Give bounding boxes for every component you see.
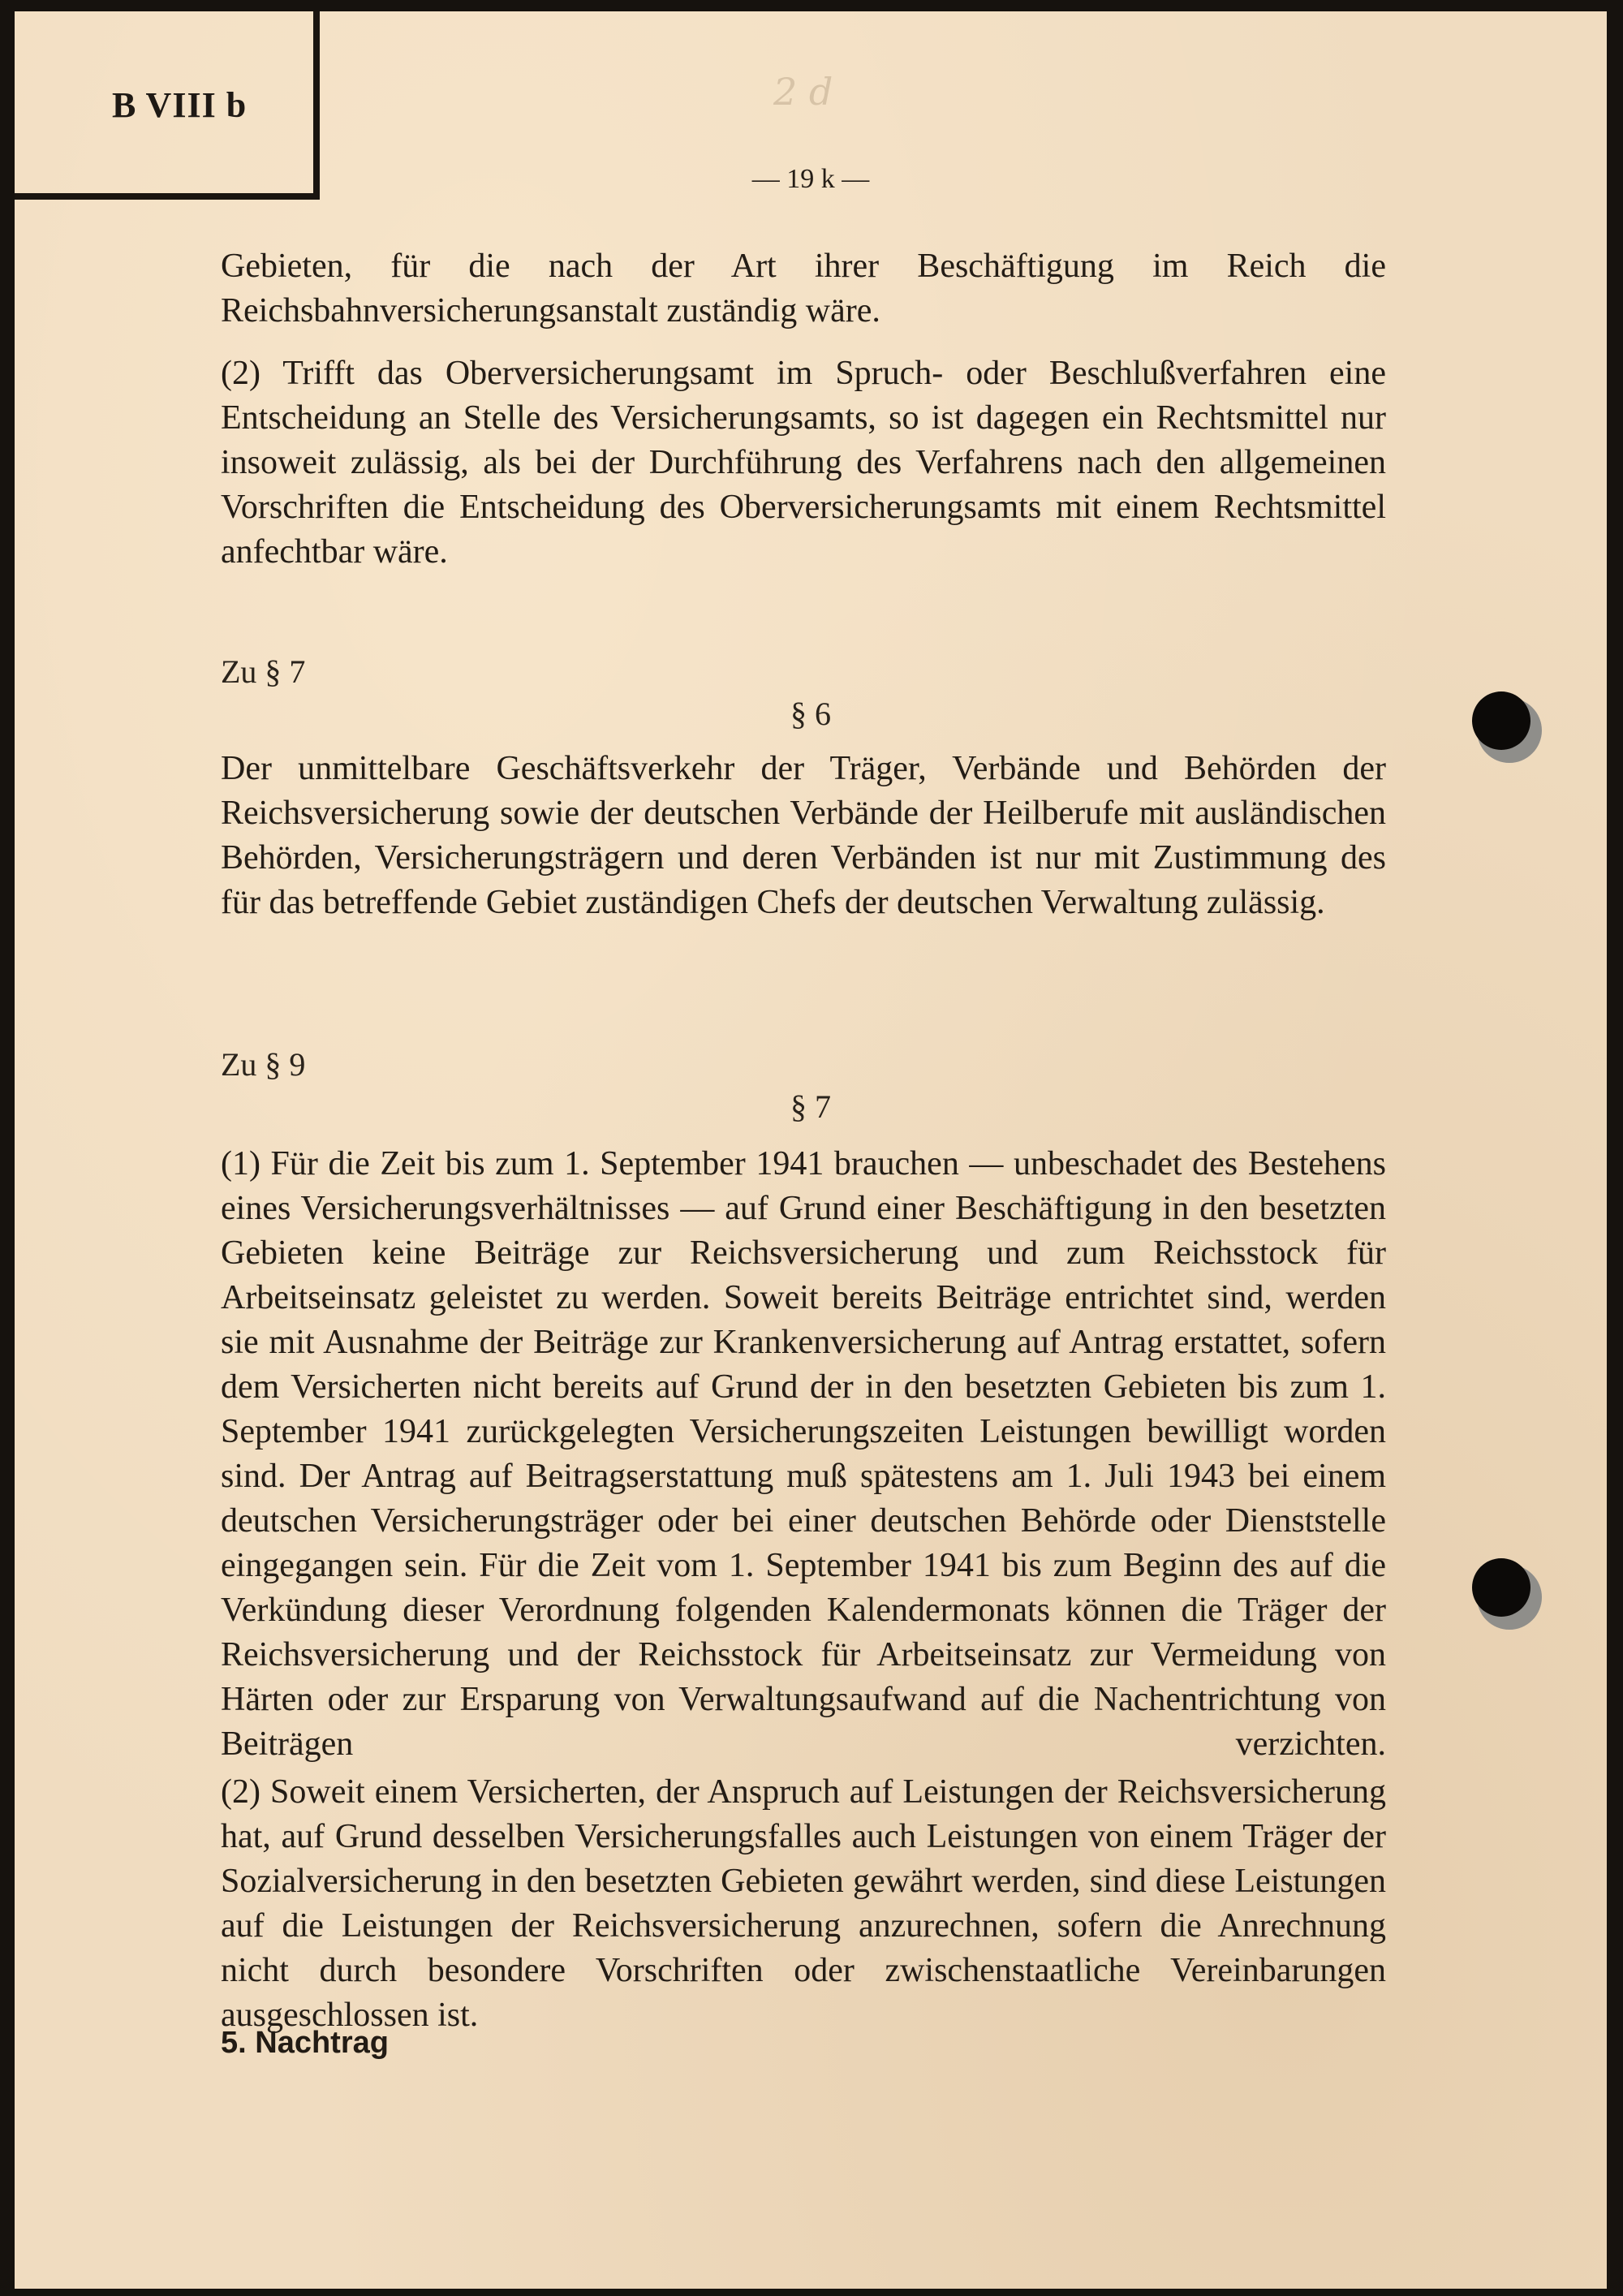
supplement-label: 5. Nachtrag (221, 2026, 389, 2060)
document-page (15, 11, 1607, 2289)
paragraph-2: (2) Trifft das Oberversicherungsamt im Spruch- oder Beschlußverfahren eine Entscheidung an Stelle des Versicherungsamts, so ist dagegen ein Rechtsmittel nur insoweit zulässig, als bei der Durchführung des Verfahrens nach den allgemeinen Vorschriften die Entscheidung des Oberversicherungsamts mit einem Rechtsmittel anfechtbar wäre. (221, 355, 1386, 571)
section-6-paragraph: Der unmittelbare Geschäftsverkehr der Träger, Verbände und Behörden der Reichsversicherung sowie der deutschen Verbände der Heilberufe mit ausländischen Behörden, Versicherungsträgern und deren Verbänden ist nur mit Zustimmung des für das betreffende Gebiet zuständigen Chefs der deutschen Verwaltung zulässig. (221, 750, 1386, 921)
section-7-paragraph-2: (2) Soweit einem Versicherten, der Anspruch auf Leistungen der Reichsversicherung hat, auf Grund desselben Versicherungsfalles auch Leistungen von einem Träger der Sozialversicherung in den besetzten Gebieten gewährt werden, sind diese Leistungen auf die Leistungen der Reichsversicherung anzurechnen, sofern die Anrechnung nicht durch besondere Vorschriften oder zwischenstaatliche Vereinbarungen ausgeschlossen ist. (221, 1773, 1386, 2034)
page-number: — 19 k — (751, 164, 870, 194)
register-label: B VIII b (112, 85, 248, 125)
section-reference-zu-9: Zu § 9 (221, 1046, 306, 1083)
section-reference-zu-7: Zu § 7 (221, 653, 306, 690)
section-heading-6: § 6 (790, 696, 831, 732)
section-heading-7: § 7 (790, 1088, 831, 1125)
section-7-paragraph-1: (1) Für die Zeit bis zum 1. September 1941 brauchen — unbeschadet des Bestehens eines Versicherungsverhältnisses — auf Grund einer Beschäftigung in den besetzten Gebieten keine Beiträge zur Reichsversicherung und zum Reichsstock für Arbeitseinsatz geleistet zu werden. Soweit bereits Beiträge entrichtet sind, werden sie mit Ausnahme der Beiträge zur Krankenversicherung auf Antrag erstattet, sofern dem Versicherten nicht bereits auf Grund der in den besetzten Gebieten bis zum 1. September 1941 zurückgelegten Versicherungszeiten Leistungen bewilligt worden sind. Der Antrag auf Beitragserstattung muß spätestens am 1. Juli 1943 bei einem deutschen Versicherungsträger oder bei einer deutschen Behörde oder Dienststelle eingegangen sein. Für die Zeit vom 1. September 1941 bis zum Beginn des auf die Verkündung dieser Verordnung folgenden Kalendermonats können die Träger der Reichsversicherung und der Reichsstock für Arbeitseinsatz zur Vermeidung von Härten oder zur Ersparung von Verwaltungsaufwand auf die Nachentrichtung von Beiträgen verzichten. (221, 1145, 1386, 1763)
continuation-paragraph: Gebieten, für die nach der Art ihrer Beschäftigung im Reich die Reichsbahnversicherungsanstalt zuständig wäre. (221, 248, 1386, 330)
pencil-note: 2 d (773, 70, 833, 114)
punch-hole-lower (1472, 1558, 1530, 1617)
punch-hole-upper (1472, 691, 1530, 750)
